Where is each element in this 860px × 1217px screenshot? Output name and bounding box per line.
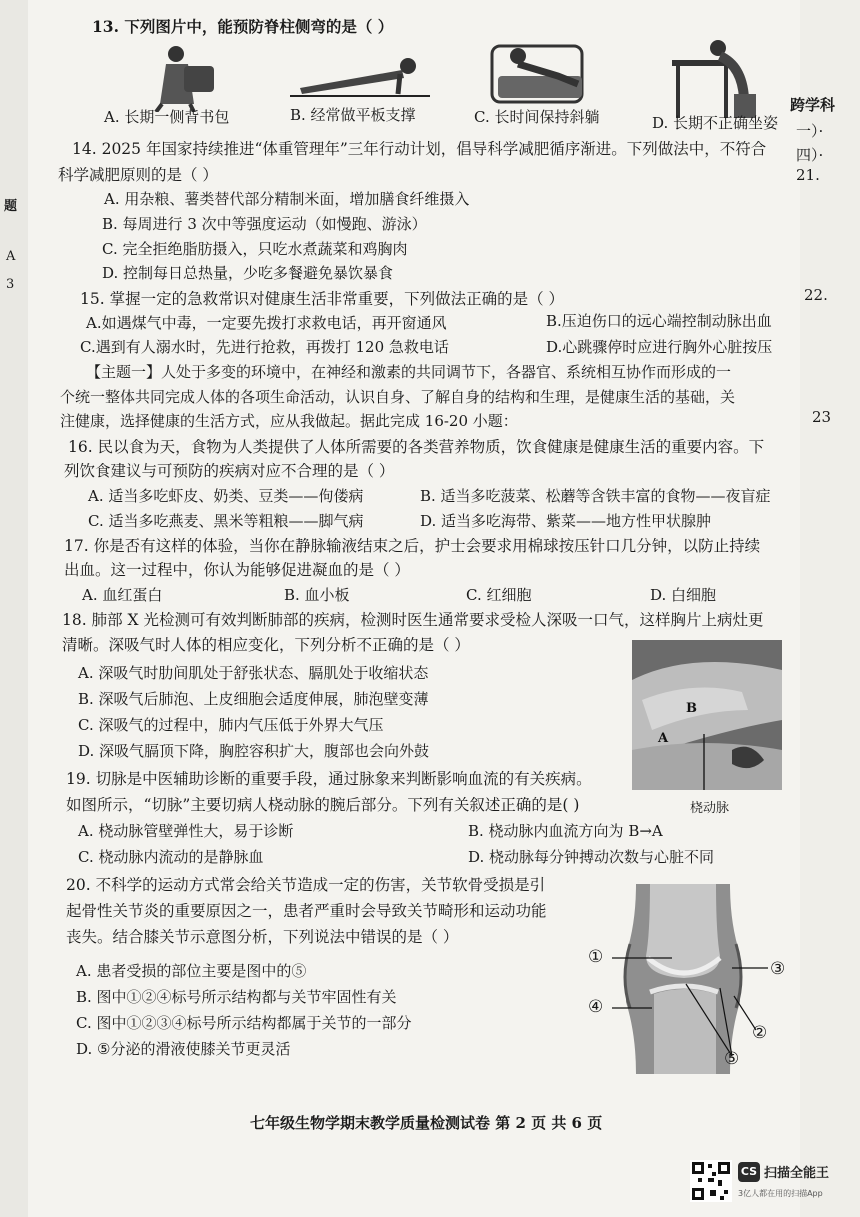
q16-option-a: A. 适当多吃虾皮、奶类、豆类——佝偻病 [88, 487, 364, 505]
q18-stem: 18. 肺部 X 光检测可有效判断肺部的疾病，检测时医生通常要求受检人深吸一口气，这样胸片上病灶更 [62, 611, 764, 629]
q15-option-d: D.心跳骤停时应进行胸外心脏按压 [546, 338, 773, 356]
q15-stem: 15. 掌握一定的急救常识对健康生活非常重要，下列做法正确的是（ ） [80, 290, 565, 308]
wrist-pulse-photo [632, 640, 782, 790]
q16-option-c: C. 适当多吃燕麦、黑米等粗粮——脚气病 [88, 512, 364, 530]
scanner-app-slogan: 3亿人都在用的扫描App [738, 1189, 823, 1198]
q16-stem: 16. 民以食为天，食物为人类提供了人体所需要的各类营养物质，饮食健康是健康生活的重要内容。下 [68, 438, 765, 456]
q19-option-d: D. 桡动脉每分钟搏动次数与心脏不同 [468, 848, 715, 866]
q15-option-b: B.压迫伤口的远心端控制动脉出血 [546, 312, 772, 330]
right-margin-text: 21. [796, 166, 820, 184]
q18-option-a: A. 深吸气时肋间肌处于舒张状态、膈肌处于收缩状态 [78, 664, 429, 682]
reclining-figure [488, 36, 592, 108]
q19-stem: 19. 切脉是中医辅助诊断的重要手段，通过脉象来判断影响血流的有关疾病。 [66, 770, 592, 788]
qr-code [690, 1160, 732, 1202]
page-footer: 七年级生物学期末教学质量检测试卷 第 2 页 共 6 页 [250, 1114, 603, 1132]
q13-option-b: B. 经常做平板支撑 [290, 106, 416, 124]
q18-stem: 清晰。深吸气时人体的相应变化，下列分析不正确的是（ ） [62, 636, 470, 654]
knee-label-4: ④ [588, 997, 604, 1017]
camscanner-logo: CS [738, 1162, 760, 1182]
q17-stem: 出血。这一过程中，你认为能够促进凝血的是（ ） [64, 561, 410, 579]
q18-option-b: B. 深吸气后肺泡、上皮细胞会适度伸展，肺泡壁变薄 [78, 690, 429, 708]
q19-option-c: C. 桡动脉内流动的是静脉血 [78, 848, 264, 866]
radial-artery-caption: 桡动脉 [690, 801, 730, 816]
q14-option-a: A. 用杂粮、薯类替代部分精制米面，增加膳食纤维摄入 [104, 190, 470, 208]
q17-option-c: C. 红细胞 [466, 586, 532, 604]
q16-option-d: D. 适当多吃海带、紫菜——地方性甲状腺肿 [420, 512, 712, 530]
right-margin-text: 23 [812, 408, 832, 426]
knee-joint-diagram [580, 884, 790, 1074]
q16-option-b: B. 适当多吃菠菜、松蘑等含铁丰富的食物——夜盲症 [420, 487, 771, 505]
q17-option-a: A. 血红蛋白 [82, 586, 163, 604]
q18-option-c: C. 深吸气的过程中，肺内气压低于外界大气压 [78, 716, 384, 734]
q19-stem: 如图所示，“切脉”主要切病人桡动脉的腕后部分。下列有关叙述正确的是( ) [66, 796, 580, 814]
q15-option-c: C.遇到有人溺水时，先进行抢救，再拨打 120 急救电话 [80, 338, 449, 356]
knee-label-2: ② [752, 1023, 768, 1043]
left-margin-text: 3 [6, 277, 15, 292]
q16-stem: 列饮食建议与可预防的疾病对应不合理的是（ ） [64, 462, 395, 480]
q20-stem: 起骨性关节炎的重要原因之一，患者严重时会导致关节畸形和运动功能 [66, 902, 547, 920]
q15-option-a: A.如遇煤气中毒，一定要先拨打求救电话，再开窗通风 [86, 314, 447, 332]
q14-stem: 科学减肥原则的是（ ） [58, 166, 218, 184]
q20-option-b: B. 图中①②④标号所示结构都与关节牢固性有关 [76, 988, 397, 1006]
right-margin-text: 22. [804, 286, 828, 304]
q13-stem: 13. 下列图片中，能预防脊柱侧弯的是（ ） [92, 17, 394, 36]
theme1-text: 个统一整体共同完成人体的各项生命活动，认识自身、了解自身的结构和生理，是健康生活的基础，关 [60, 388, 736, 406]
left-margin-text: 题 [4, 199, 18, 214]
q13-option-d: D. 长期不正确坐姿 [652, 114, 779, 132]
knee-label-3: ③ [770, 959, 786, 979]
right-margin-text: 一）· [796, 122, 824, 140]
q20-option-d: D. ⑤分泌的滑液使膝关节更灵活 [76, 1040, 291, 1058]
pulse-label-b: B [686, 701, 697, 716]
right-margin-text: 跨学科 [790, 96, 836, 114]
theme1-text: 【主题一】人处于多变的环境中，在神经和激素的共同调节下，各器官、系统相互协作而形成的一 [86, 363, 732, 381]
q14-stem: 14. 2025 年国家持续推进“体重管理年”三年行动计划，倡导科学减肥循序渐进。下列做法中，不符合 [72, 140, 767, 158]
plank-figure [290, 50, 430, 100]
q19-option-a: A. 桡动脉管壁弹性大，易于诊断 [78, 822, 294, 840]
q17-option-b: B. 血小板 [284, 586, 350, 604]
q17-stem: 17. 你是否有这样的体验，当你在静脉输液结束之后，护士会要求用棉球按压针口几分钟，以防止持续 [64, 537, 761, 555]
q14-option-c: C. 完全拒绝脂肪摄入，只吃水煮蔬菜和鸡胸肉 [102, 240, 408, 258]
q13-option-a: A. 长期一侧背书包 [104, 108, 230, 126]
right-margin-text: 四）· [796, 146, 824, 164]
q14-option-d: D. 控制每日总热量，少吃多餐避免暴饮暴食 [102, 264, 394, 282]
pulse-label-a: A [658, 731, 669, 746]
q20-stem: 20. 不科学的运动方式常会给关节造成一定的伤害，关节软骨受损是引 [66, 876, 546, 894]
left-margin-text: A [6, 249, 16, 264]
q13-option-c: C. 长时间保持斜躺 [474, 108, 600, 126]
knee-label-1: ① [588, 947, 604, 967]
q14-option-b: B. 每周进行 3 次中等强度运动（如慢跑、游泳） [102, 215, 427, 233]
q20-stem: 丧失。结合膝关节示意图分析，下列说法中错误的是（ ） [66, 928, 459, 946]
knee-label-5: ⑤ [724, 1049, 740, 1069]
poor-posture-figure [672, 38, 762, 120]
q20-option-c: C. 图中①②③④标号所示结构都属于关节的一部分 [76, 1014, 412, 1032]
theme1-text: 注健康，选择健康的生活方式，应从我做起。据此完成 16-20 小题： [60, 412, 518, 430]
q17-option-d: D. 白细胞 [650, 586, 717, 604]
q19-option-b: B. 桡动脉内血流方向为 B→A [468, 822, 663, 840]
scanner-app-name: 扫描全能王 [764, 1166, 830, 1181]
q20-option-a: A. 患者受损的部位主要是图中的⑤ [76, 962, 307, 980]
backpack-figure [132, 44, 222, 112]
q18-option-d: D. 深吸气膈顶下降，胸腔容积扩大，腹部也会向外鼓 [78, 742, 430, 760]
